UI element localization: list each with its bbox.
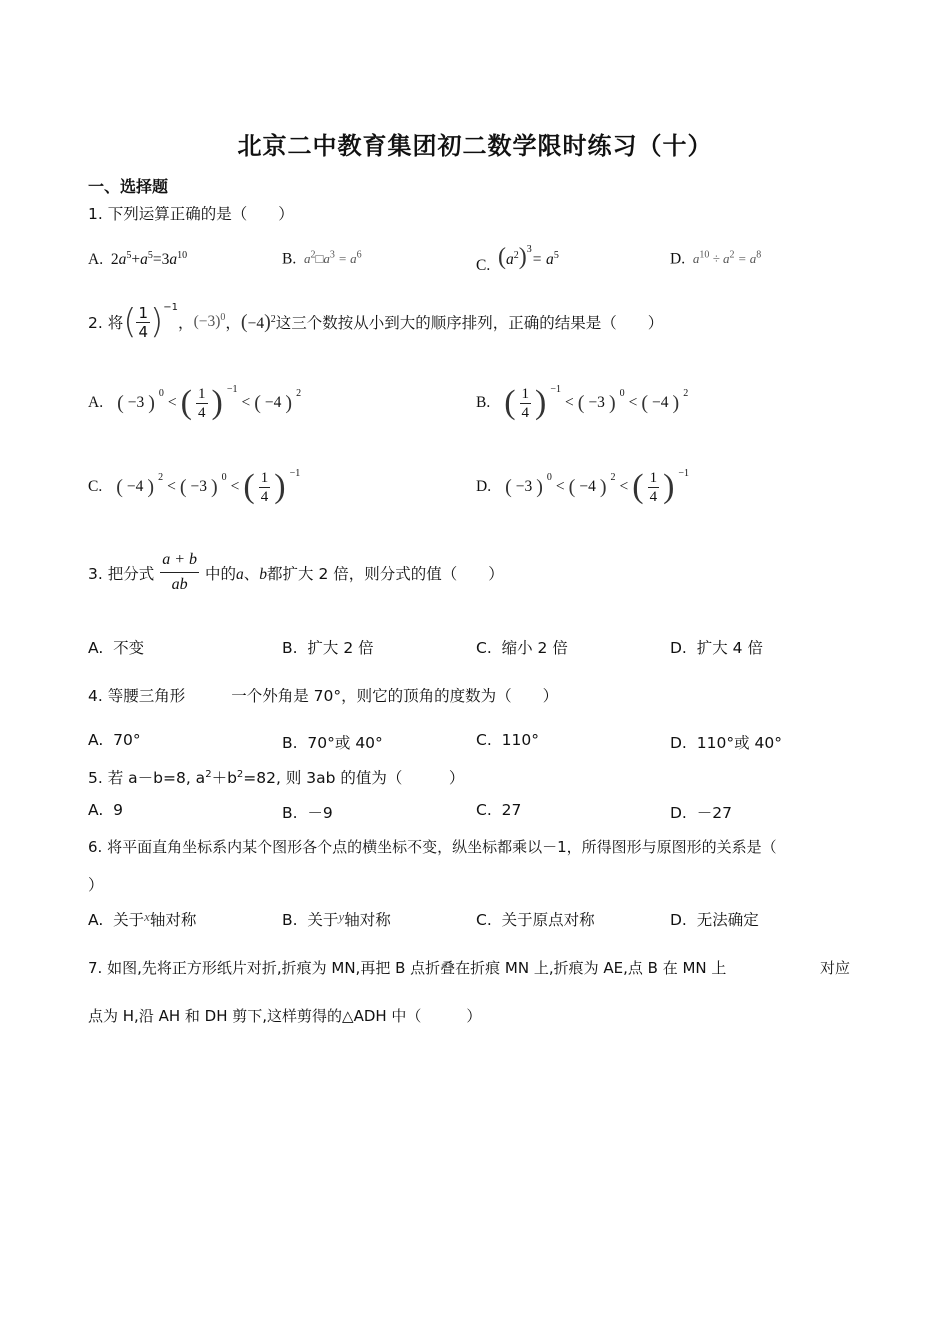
q3-stem — [88, 548, 504, 597]
lt: < — [555, 478, 565, 495]
option-label: B. — [282, 639, 298, 657]
exp: 3 — [526, 243, 532, 255]
option-text: 27 — [501, 801, 522, 819]
option-label: D. — [670, 911, 687, 929]
option-label: D. — [476, 478, 492, 495]
q4-option-b — [282, 731, 383, 753]
fraction-ab: $\frac{a + b}{ab}$ — [160, 548, 199, 597]
lt: < — [241, 394, 251, 411]
option-label: A. — [88, 639, 104, 657]
exp: 8 — [756, 250, 762, 261]
var: a — [505, 251, 514, 268]
text: =82, 则 3ab 的值为（ ） — [243, 769, 465, 787]
val: −3 — [198, 313, 216, 331]
eq: = a — [531, 251, 554, 268]
option-label: C. — [476, 801, 492, 819]
exp: −1 — [226, 384, 238, 395]
fraction-quarter: $\frac{1}{4}$ — [649, 469, 658, 505]
option-text: 9 — [113, 801, 123, 819]
text: 轴对称 — [149, 911, 197, 929]
option-label: A. — [88, 394, 104, 411]
q3-option-b — [282, 636, 374, 658]
option-label: B. — [476, 394, 491, 411]
val: −4 — [247, 314, 265, 332]
text: 中的 — [205, 564, 237, 583]
option-text: 110° — [501, 731, 539, 749]
q1-option-a — [88, 250, 187, 269]
exp: 0 — [619, 388, 625, 399]
option-label: B. — [282, 250, 297, 268]
q2-option-a: A. ( −3 ) $^0$ < ( $\frac{1}{4}$ ) $^{-1}$ < ( −4 ) $^2$ — [88, 384, 302, 421]
val: −4 — [652, 394, 669, 411]
exp: 2 — [158, 472, 164, 483]
q6-stem-end: ） — [88, 876, 104, 894]
option-text: 无法确定 — [696, 911, 759, 929]
section-heading: 一、选择题 — [88, 177, 169, 196]
exp: 10 — [699, 250, 710, 261]
q2-stem: 2. 将 ( $\frac{1}{4}$ ) $^{-1}$ ， $(-3)^0$ ， $(-4)^2$ 这三个数按从小到大的顺序排列，正确的结果是（ ） — [88, 302, 664, 342]
page-title: 北京二中教育集团初二数学限时练习（十） — [237, 132, 713, 160]
option-label: D. — [670, 804, 687, 822]
q6-option-c — [476, 908, 595, 930]
exp: 2 — [310, 250, 316, 261]
option-text: 不变 — [113, 639, 145, 657]
text: 4. 等腰三角形 — [88, 687, 186, 705]
eq: =3 — [152, 251, 170, 269]
option-label: A. — [88, 911, 104, 929]
option-text: －9 — [307, 804, 333, 822]
option-label: B. — [282, 804, 298, 822]
q5-option-b — [282, 801, 333, 823]
text: ＋b — [211, 769, 237, 787]
option-label: C. — [476, 731, 492, 749]
option-text: 扩大 2 倍 — [307, 639, 374, 657]
exp: −1 — [550, 384, 562, 395]
option-label: D. — [670, 639, 687, 657]
exp: 2 — [683, 388, 689, 399]
text: 5. 若 a－b=8, a — [88, 769, 206, 787]
fraction-quarter: $\frac{1}{4}$ — [260, 469, 269, 505]
var: a — [236, 565, 244, 583]
q3-option-d — [670, 636, 763, 658]
val: −3 — [588, 394, 605, 411]
option-text: 扩大 4 倍 — [696, 639, 763, 657]
exp: 2 — [513, 249, 519, 261]
lt: < — [167, 478, 176, 495]
val: −4 — [579, 478, 596, 495]
q5-option-a — [88, 801, 123, 819]
var: a — [169, 251, 178, 269]
exp: 2 — [296, 388, 302, 399]
q5-option-d — [670, 801, 732, 823]
exp: 5 — [147, 250, 153, 261]
q7-line-1-end: 对应 — [820, 959, 851, 977]
text: 一个外角是 70°，则它的顶角的度数为（ ） — [231, 687, 559, 705]
q1-stem: 1. 下列运算正确的是（ ） — [88, 205, 294, 223]
exp: 2 — [270, 313, 276, 325]
exp: −1 — [289, 468, 301, 479]
q5-stem — [88, 766, 464, 788]
var: □a — [315, 251, 330, 267]
option-label: A. — [88, 251, 104, 269]
exp: 2 — [236, 768, 244, 780]
q2-option-b: B. ( $\frac{1}{4}$ ) $^{-1}$ < ( −3 ) $^0$ < ( −4 ) $^2$ — [476, 384, 689, 421]
coef: 2 — [110, 251, 119, 269]
q2-number: 2. 将 — [88, 314, 124, 332]
option-label: C. — [476, 639, 492, 657]
lt: < — [565, 394, 574, 411]
option-text: 关于原点对称 — [501, 911, 595, 929]
q1-option-b — [282, 250, 362, 268]
option-label: C. — [88, 478, 103, 495]
q6-option-a — [88, 908, 196, 930]
option-text: 70° — [113, 731, 141, 749]
fraction-quarter: $\frac{1}{4}$ — [521, 385, 530, 421]
q4-stem — [88, 684, 558, 706]
option-label: A. — [88, 801, 104, 819]
q4-option-a — [88, 731, 141, 749]
option-label: B. — [282, 911, 298, 929]
lt: < — [167, 394, 177, 411]
q4-option-c — [476, 731, 539, 749]
option-label: B. — [282, 734, 298, 752]
exp: −1 — [678, 468, 690, 479]
q2-option-d: D. ( −3 ) $^0$ < ( −4 ) $^2$ < ( $\frac{1}{4}$ ) $^{-1}$ — [476, 468, 690, 505]
q2-option-c: C. ( −4 ) $^2$ < ( −3 ) $^0$ < ( $\frac{1}{4}$ ) $^{-1}$ — [88, 468, 301, 505]
q6-option-b — [282, 908, 391, 930]
val: −4 — [264, 394, 282, 411]
option-text: 缩小 2 倍 — [501, 639, 568, 657]
var: a — [140, 251, 148, 269]
exp: 10 — [177, 250, 188, 261]
op: + — [131, 251, 141, 269]
q2-tail: 这三个数按从小到大的顺序排列，正确的结果是（ ） — [275, 314, 664, 332]
option-label: D. — [670, 734, 687, 752]
option-label: C. — [476, 911, 492, 929]
fraction-quarter: $\frac{1}{4}$ — [198, 385, 206, 421]
op: ÷ a — [712, 251, 730, 267]
q1-option-c: C. $(a^2)^3= a^5$ — [476, 243, 559, 274]
fraction-quarter: $\frac{1}{4}$ — [138, 303, 149, 341]
text: 轴对称 — [344, 911, 391, 929]
exp: 5 — [126, 250, 132, 261]
var: b — [259, 565, 268, 583]
q6-option-d — [670, 908, 759, 930]
exp: 0 — [158, 388, 164, 399]
text: 关于 — [113, 911, 145, 929]
q7-line-1: 7. 如图,先将正方形纸片对折,折痕为 MN,再把 B 点折叠在折痕 MN 上,折痕为 AE,点 B 在 MN 上 — [88, 959, 727, 977]
exp: 6 — [356, 250, 362, 261]
exp: 0 — [220, 312, 226, 324]
var: a — [118, 251, 127, 269]
exp: 2 — [205, 768, 212, 780]
q5-option-c — [476, 801, 521, 819]
sep: 、 — [243, 564, 260, 583]
val: −4 — [126, 478, 144, 495]
option-text: 110°或 40° — [696, 734, 782, 752]
q3-option-c — [476, 636, 568, 658]
val: −3 — [190, 478, 207, 495]
option-text: －27 — [696, 804, 732, 822]
text: 关于 — [307, 911, 339, 929]
option-text: 70°或 40° — [307, 734, 383, 752]
var: a — [692, 251, 700, 267]
var: a — [303, 251, 311, 267]
option-label: A. — [88, 731, 104, 749]
val: −3 — [127, 394, 145, 411]
q3-option-a — [88, 636, 144, 658]
eq: = a — [338, 251, 357, 267]
q6-stem: 6. 将平面直角坐标系内某个图形各个点的横坐标不变，纵坐标都乘以－1，所得图形与原图形的关系是（ — [88, 838, 777, 856]
q7-line-2: 点为 H,沿 AH 和 DH 剪下,这样剪得的△ADH 中（ ） — [88, 1007, 482, 1025]
var: x — [144, 909, 150, 924]
lt: < — [619, 478, 629, 495]
exp: 2 — [610, 472, 616, 483]
q1-option-d — [670, 250, 761, 268]
option-label: C. — [476, 257, 491, 274]
sep: ， — [225, 314, 241, 332]
exp: 2 — [729, 250, 735, 261]
val: −3 — [515, 478, 533, 495]
exp: 0 — [546, 472, 552, 483]
q4-option-d — [670, 731, 782, 753]
exp: 5 — [553, 249, 559, 261]
exp: 3 — [329, 250, 335, 261]
lt: < — [628, 394, 638, 411]
q3-number: 3. 把分式 — [88, 564, 155, 583]
exp: −1 — [163, 302, 179, 313]
lt: < — [230, 478, 240, 495]
eq: = a — [737, 251, 757, 267]
var: y — [338, 909, 345, 924]
exp: 0 — [221, 472, 227, 483]
option-label: D. — [670, 250, 686, 268]
sep: ， — [178, 314, 194, 332]
text: 都扩大 2 倍，则分式的值（ ） — [267, 564, 504, 583]
